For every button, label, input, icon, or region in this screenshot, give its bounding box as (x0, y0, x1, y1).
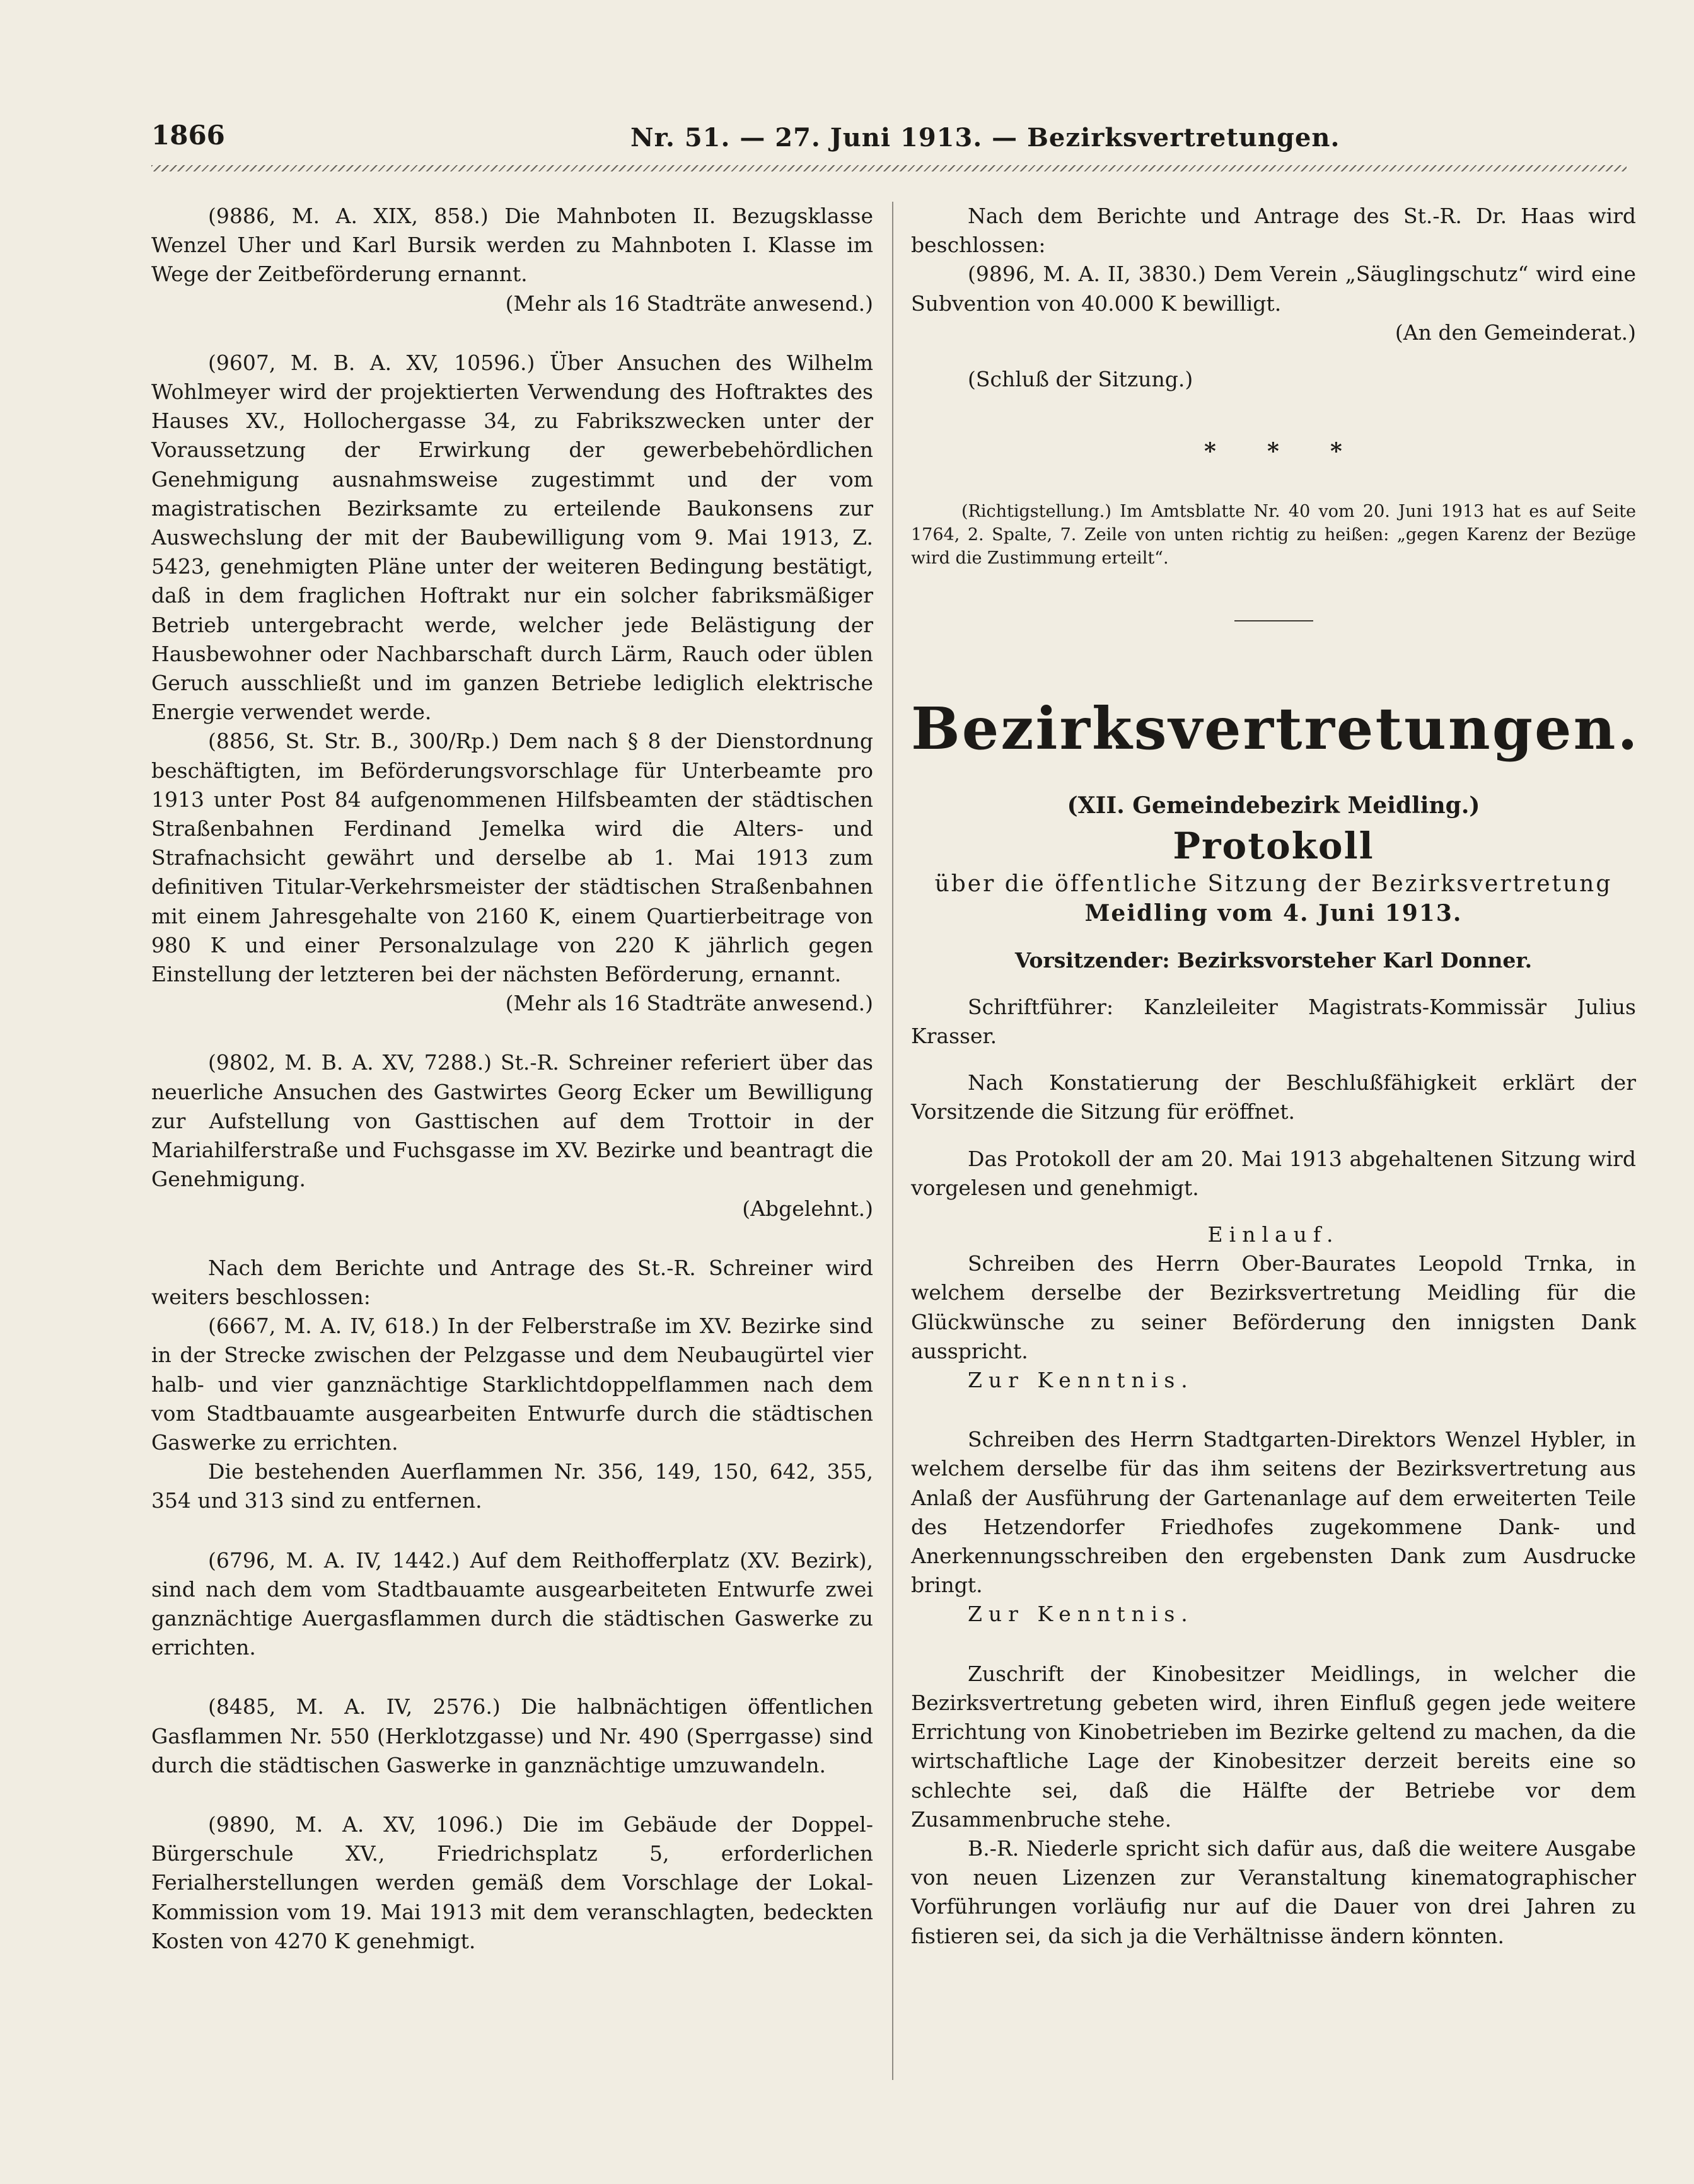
star-3: * (1330, 438, 1342, 465)
header-rule (151, 165, 1627, 171)
district-heading: (XII. Gemeindebezirk Meidling.) (1067, 792, 1480, 819)
kenntnis-2: Zur Kenntnis. (968, 1602, 1194, 1627)
session-end: (Schluß der Sitzung.) (968, 367, 1193, 392)
niederle-statement: B.-R. Niederle spricht sich dafür aus, daß die weitere Ausgabe von neuen Lizenzen zur Veranstaltung kinematographischer Vorführungen vorläufig nur auf die Dauer von drei Jahren zu fistieren sei, da sich ja die Verhältnisse ändern könnten. (911, 1835, 1636, 1948)
star-separator (911, 438, 1636, 482)
opening-line: Nach Konstatierung der Beschlußfähigkeit erklärt der Vorsitzende die Sitzung für eröffnet. (911, 1070, 1636, 1124)
item-9890: (9890, M. A. XV, 1096.) Die im Gebäude der Doppel-Bürgerschule XV., Friedrichsplatz 5, erforderlichen Ferialherstellungen werden gemäß dem Vorschlage der Lokal-Kommission vom 19. Mai 1913 mit dem veranschlagten, bedeckten Kosten von 4270 K genehmigt. (151, 1811, 873, 1953)
chair-line: Vorsitzender: Bezirksvorsteher Karl Donner. (1014, 947, 1533, 973)
letter-trnka: Schreiben des Herrn Ober-Baurates Leopold Trnka, in welchem derselbe der Bezirksvertretung Meidling für die Glückwünsche zu seiner Beförderung den innigsten Dank ausspricht. (911, 1251, 1636, 1363)
item-6667-text2: Die bestehenden Auerflammen Nr. 356, 149, 150, 642, 355, 354 und 313 sind zu entfernen. (151, 1459, 873, 1513)
item-9802-note: (Abgelehnt.) (742, 1196, 873, 1221)
star-2: * (1267, 438, 1279, 465)
secretary-line: Schriftführer: Kanzleileiter Magistrats-Kommissär Julius Krasser. (911, 994, 1636, 1049)
item-6667: (6667, M. A. IV, 618.) In der Felberstraße im XV. Bezirke sind in der Strecke zwischen der Pelzgasse und dem Neubaugürtel vier halb- und vier ganznächtige Starklichtdoppelflammen nach dem vom Stadtbauamte ausgearbeiten Entwurfe durch die städtischen Gaswerke zu errichten. (151, 1314, 873, 1455)
session-line-2: Meidling vom 4. Juni 1913. (1084, 900, 1463, 927)
item-8485: (8485, M. A. IV, 2576.) Die halbnächtigen öffentlichen Gasflammen Nr. 550 (Herklotzgasse) und Nr. 490 (Sperrgasse) sind durch die städtischen Gaswerke in ganznächtige umzuwandeln. (151, 1694, 873, 1777)
item-8856: (8856, St. Str. B., 300/Rp.) Dem nach § 8 der Dienstordnung beschäftigten, im Beförderungsvorschlage für Unterbeamte pro 1913 unter Post 84 aufgenommenen Hilfsbeamten der städtischen Straßenbahnen Ferdinand Jemelka wird die Alters- und Strafnachsicht gewährt und derselbe ab 1. Mai 1913 zum definitiven Titular-Verkehrsmeister der städtischen Straßenbahnen mit einem Jahresgehalte von 2160 K, einem Quartierbeitrage von 980 K und einer Personalzulage von 220 K jährlich gegen Einstellung der letzteren bei der nächsten Beförderung, ernannt. (151, 729, 873, 987)
minutes-line: Das Protokoll der am 20. Mai 1913 abgehaltenen Sitzung wird vorgelesen und genehmigt. (911, 1146, 1636, 1200)
item-9886: (9886, M. A. XIX, 858.) Die Mahnboten II. Bezugsklasse Wenzel Uher und Karl Bursik werden zu Mahnboten I. Klasse im Wege der Zeitbeförderung ernannt. (151, 204, 873, 287)
item-9896-note: (An den Gemeinderat.) (1395, 320, 1636, 345)
star-1: * (1204, 438, 1216, 465)
session-line-1: über die öffentliche Sitzung der Bezirksvertretung (934, 871, 1613, 898)
kenntnis-1: Zur Kenntnis. (968, 1368, 1194, 1393)
item-8856-note: (Mehr als 16 Stadträte anwesend.) (505, 991, 873, 1016)
running-title: Nr. 51. — 27. Juni 1913. — Bezirksvertretungen. (630, 123, 1340, 153)
intro-haas: Nach dem Berichte und Antrage des St.-R. Dr. Haas wird beschlossen: (911, 204, 1636, 258)
kino-letter: Zuschrift der Kinobesitzer Meidlings, in welcher die Bezirksvertretung gebeten wird, ihren Einfluß gegen jede weitere Errichtung von Kinobetrieben im Bezirke geltend zu machen, da die wirtschaftliche Lage der Kinobesitzer derzeit bereits eine so schlechte sei, daß die Hälfte der Betriebe vor dem Zusammenbruche stehe. (911, 1661, 1636, 1832)
protokoll-heading: Protokoll (1173, 824, 1374, 868)
einlauf-heading: Einlauf. (1207, 1222, 1340, 1247)
section-title: Bezirksvertretungen. (911, 695, 1640, 763)
correction-notice: (Richtigstellung.) Im Amtsblatte Nr. 40 vom 20. Juni 1913 hat es auf Seite 1764, 2. Spalte, 7. Zeile von unten richtig zu heißen: „gegen Karenz der Bezüge wird die Zustimmung erteilt“. (911, 502, 1636, 569)
column-divider (892, 202, 893, 2080)
left-column (151, 202, 873, 1956)
item-6796: (6796, M. A. IV, 1442.) Auf dem Reithofferplatz (XV. Bezirk), sind nach dem vom Stadtbauamte ausgearbeiteten Entwurfe zwei ganznächtige Auergasflammen durch die städtischen Gaswerke zu errichten. (151, 1547, 873, 1660)
letter-hybler: Schreiben des Herrn Stadtgarten-Direktors Wenzel Hybler, in welchem derselbe für das ihm seitens der Bezirksvertretung aus Anlaß der Ausführung der Gartenanlage auf dem erweiterten Teile des Hetzendorfer Friedhofes zugekommene Dank- und Anerkennungsschreiben den ergebensten Dank zum Ausdrucke bringt. (911, 1427, 1636, 1598)
item-9802: (9802, M. B. A. XV, 7288.) St.-R. Schreiner referiert über das neuerliche Ansuchen des Gastwirtes Georg Ecker um Bewilligung zur Aufstellung von Gasttischen auf dem Trottoir in der Mariahilferstraße und Fuchsgasse im XV. Bezirke und beantragt die Genehmigung. (151, 1050, 873, 1192)
right-column (911, 202, 1640, 1951)
page-number: 1866 (151, 120, 225, 151)
item-9896: (9896, M. A. II, 3830.) Dem Verein „Säuglingschutz“ wird eine Subvention von 40.000 K bewilligt. (911, 262, 1636, 316)
item-9886-note: (Mehr als 16 Stadträte anwesend.) (505, 291, 873, 316)
item-9607: (9607, M. B. A. XV, 10596.) Über Ansuchen des Wilhelm Wohlmeyer wird der projektierten Verwendung des Hoftraktes des Hauses XV., Hollochergasse 34, zu Fabrikszwecken unter der Voraussetzung der Erwirkung der gewerbebehördlichen Genehmigung ausnahmsweise zugestimmt und der vom magistratischen Bezirksamte zu erteilende Baukonsens zur Auswechslung der mit der Baubewilligung vom 9. Mai 1913, Z. 5423, genehmigten Pläne unter der weiteren Bedingung bestätigt, daß in dem fraglichen Hoftrakt nur ein solcher fabriksmäßiger Betrieb untergebracht werde, welcher jede Belästigung der Hausbewohner oder Nachbarschaft durch Lärm, Rauch oder üblen Geruch ausschließt und im ganzen Betriebe lediglich elektrische Energie verwendet werde. (151, 350, 873, 725)
intro-schreiner: Nach dem Berichte und Antrage des St.-R. Schreiner wird weiters beschlossen: (151, 1255, 873, 1309)
